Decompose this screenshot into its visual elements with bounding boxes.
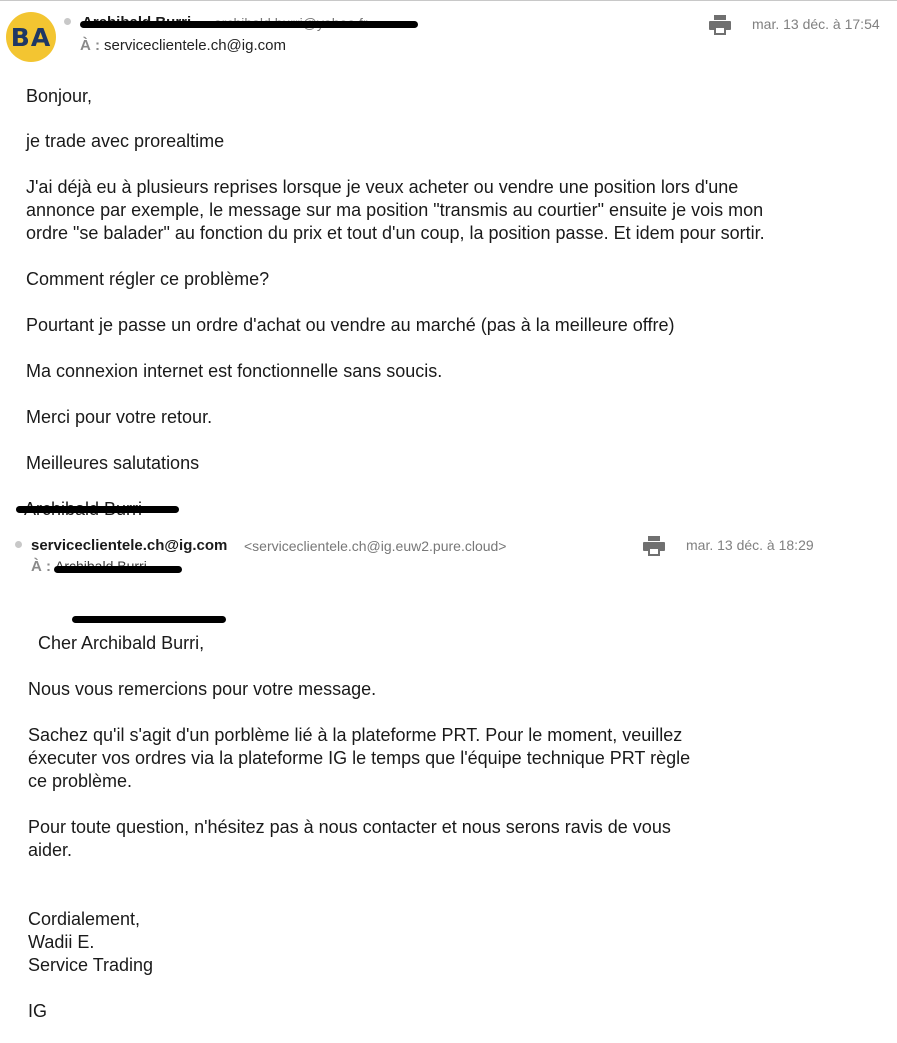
message1-timestamp: mar. 13 déc. à 17:54	[752, 16, 880, 32]
message1-paragraph: Bonjour,	[26, 86, 93, 106]
message1-paragraph: Comment régler ce problème?	[26, 269, 270, 289]
to-label: À :	[80, 37, 100, 54]
printer-icon[interactable]	[709, 15, 731, 35]
message1-paragraph: je trade avec prorealtime	[26, 131, 225, 151]
message1-paragraph: Meilleures salutations	[26, 453, 200, 473]
message2-company: IG	[28, 1001, 48, 1021]
message1-paragraph: Pourtant je passe un ordre d'achat ou vendre au marché (pas à la meilleure offre)	[26, 315, 675, 335]
message1-paragraph: Merci pour votre retour.	[26, 407, 213, 427]
message2-closing: Cordialement, Wadii E. Service Trading	[28, 909, 154, 975]
message1-recipient-line	[80, 37, 286, 54]
message2-sender-address: <serviceclientele.ch@ig.euw2.pure.cloud>	[244, 538, 507, 554]
unread-dot	[64, 18, 71, 25]
redaction-mark	[80, 21, 418, 28]
redaction-mark	[16, 506, 179, 513]
redaction-mark	[54, 566, 182, 573]
redaction-mark	[72, 616, 226, 623]
sender-avatar[interactable]: BA	[6, 12, 56, 62]
to-label: À :	[31, 558, 51, 575]
printer-icon[interactable]	[643, 536, 665, 556]
message2-timestamp: mar. 13 déc. à 18:29	[686, 537, 814, 553]
top-divider	[0, 0, 897, 1]
message1-recipient[interactable]: serviceclientele.ch@ig.com	[104, 37, 286, 54]
message1-paragraph: J'ai déjà eu à plusieurs reprises lorsque je veux acheter ou vendre une position lors d'une annonce par exemple, le message sur ma position "transmis au courtier" ensuite je vois mon ordre "se balader" au fonction du prix et tout d'un coup, la position passe. Et idem pour sortir.	[26, 177, 765, 243]
message2-paragraph: Pour toute question, n'hésitez pas à nous contacter et nous serons ravis de vous aider.	[28, 817, 671, 860]
message2-paragraph: Sachez qu'il s'agit d'un porblème lié à la plateforme PRT. Pour le moment, veuillez éxecuter vos ordres via la plateforme IG le temps que l'équipe technique PRT règle ce problème.	[28, 725, 691, 791]
message1-paragraph: Ma connexion internet est fonctionnelle sans soucis.	[26, 361, 443, 381]
read-dot	[15, 541, 22, 548]
message2-sender-name[interactable]: serviceclientele.ch@ig.com	[31, 537, 228, 554]
greeting-prefix: Cher	[38, 633, 78, 653]
greeting-name: Archibald Burri,	[81, 633, 205, 653]
message2-paragraph: Nous vous remercions pour votre message.	[28, 679, 377, 699]
